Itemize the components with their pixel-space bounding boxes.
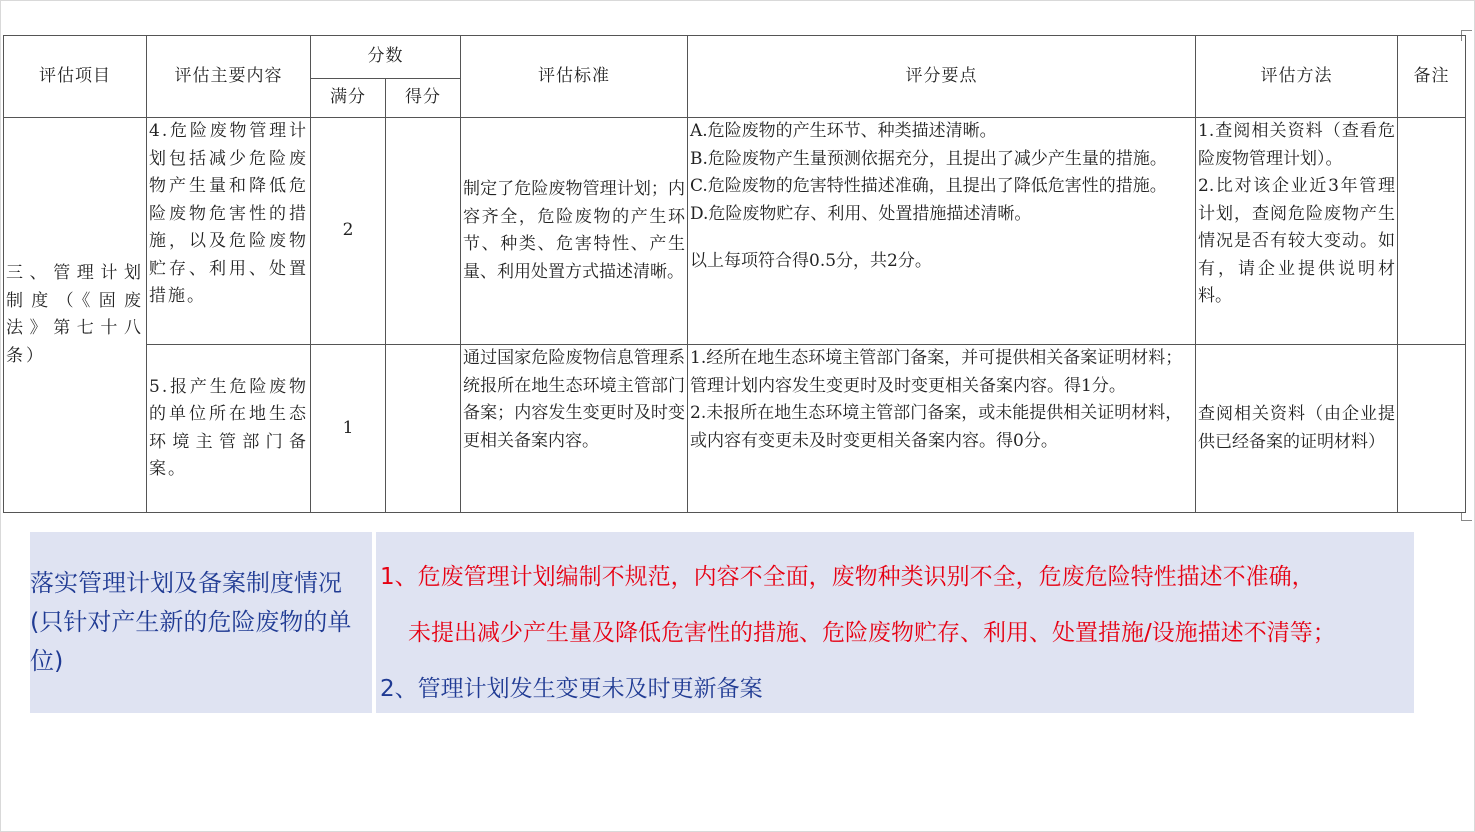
issue-1-line-2: 未提出减少产生量及降低危害性的措施、危险废物贮存、利用、处置措施/设施描述不清等； xyxy=(408,620,1336,646)
remark-cell xyxy=(1398,345,1466,513)
remark-cell xyxy=(1398,118,1466,345)
points-note: 以上每项符合得0.5分，共2分。 xyxy=(690,251,932,271)
method-cell: 1.查阅相关资料（查看危险废物管理计划）。 2.比对该企业近3年管理计划，查阅危险废物产生情况是否有较大变动。如有，请企业提供说明材料。 xyxy=(1196,118,1398,345)
header-points: 评分要点 xyxy=(688,36,1196,118)
summary-title-text: 落实管理计划及备案制度情况(只针对产生新的危险废物的单位) xyxy=(30,569,352,675)
full-score-cell: 1 xyxy=(311,345,386,513)
standard-cell: 通过国家危险废物信息管理系统报所在地生态环境主管部门备案；内容发生变更时及时变更相关备案内容。 xyxy=(461,345,688,513)
full-score-cell: 2 xyxy=(311,118,386,345)
point-item: B.危险废物产生量预测依据充分，且提出了减少产生量的措施。 xyxy=(690,148,1167,169)
header-item: 评估项目 xyxy=(4,36,147,118)
spacer xyxy=(690,228,1193,248)
summary-issues xyxy=(376,532,1414,713)
content-cell: 5.报产生危险废物的单位所在地生态环境主管部门备案。 xyxy=(147,345,311,513)
header-standard: 评估标准 xyxy=(461,36,688,118)
got-score-cell xyxy=(386,118,461,345)
assessment-table xyxy=(3,35,1466,513)
point-item: 1.经所在地生态环境主管部门备案，并可提供相关备案证明材料；管理计划内容发生变更时及时变更相关备案内容。得1分。 xyxy=(690,348,1183,396)
header-content: 评估主要内容 xyxy=(147,36,311,118)
header-remark: 备注 xyxy=(1398,36,1466,118)
header-full-score: 满分 xyxy=(311,79,386,118)
method-cell: 查阅相关资料（由企业提供已经备案的证明材料） xyxy=(1196,345,1398,513)
header-score: 分数 xyxy=(311,36,461,79)
point-item: 2.未报所在地生态环境主管部门备案，或未能提供相关证明材料，或内容有变更未及时变更相关备案内容。得0分。 xyxy=(690,403,1183,451)
table-row xyxy=(4,118,1466,345)
summary-panel xyxy=(30,532,1414,713)
points-cell xyxy=(688,345,1196,513)
got-score-cell xyxy=(386,345,461,513)
point-item: C.危险废物的危害特性描述准确，且提出了降低危害性的措施。 xyxy=(690,176,1167,196)
table-row xyxy=(4,345,1466,513)
standard-cell: 制定了危险废物管理计划；内容齐全，危险废物的产生环节、种类、危害特性、产生量、利用处置方式描述清晰。 xyxy=(461,118,688,345)
corner-mark-bottom xyxy=(1461,512,1472,521)
content-cell: 4.危险废物管理计划包括减少危险废物产生量和降低危险废物危害性的措施，以及危险废物贮存、利用、处置措施。 xyxy=(147,118,311,345)
point-item: A.危险废物的产生环节、种类描述清晰。 xyxy=(690,121,997,141)
issue-2: 2、管理计划发生变更未及时更新备案 xyxy=(380,676,763,702)
point-item: D.危险废物贮存、利用、处置措施描述清晰。 xyxy=(690,203,1032,224)
summary-title xyxy=(30,532,372,713)
header-got-score: 得分 xyxy=(386,79,461,118)
item-label: 三、管理计划制度（《固废法》第七十八条） xyxy=(4,118,147,513)
points-cell xyxy=(688,118,1196,345)
header-method: 评估方法 xyxy=(1196,36,1398,118)
issue-1-line-1: 1、危废管理计划编制不规范，内容不全面，废物种类识别不全，危废危险特性描述不准确， xyxy=(380,564,1315,590)
